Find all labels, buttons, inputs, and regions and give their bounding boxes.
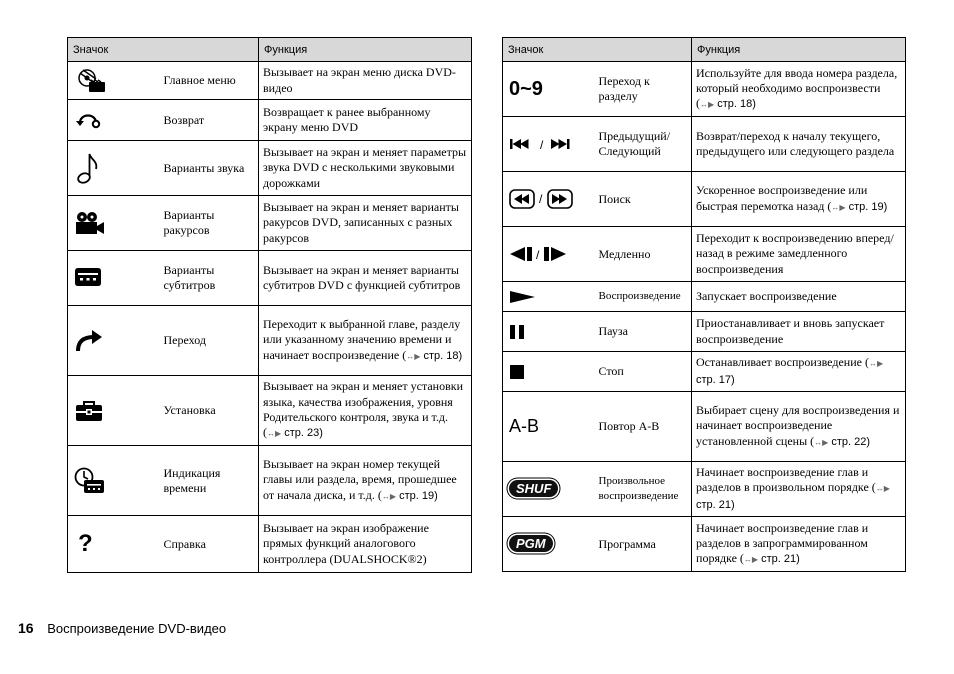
page-ref-arrow-icon: ↔▶ [831, 202, 846, 212]
row-name: Повтор А-В [593, 392, 692, 462]
table-row [503, 62, 906, 117]
table-row [503, 312, 906, 352]
row-function: Запускает воспроизведение [696, 288, 837, 303]
row-name: Пауза [593, 312, 692, 352]
table-row [503, 392, 906, 462]
row-name: Стоп [593, 352, 692, 392]
row-function: Вызывает на экран и меняет варианты субтитров DVD с функцией субтитров [263, 262, 461, 292]
table-row [68, 62, 472, 100]
table-row [503, 282, 906, 312]
row-name: Справка [158, 516, 259, 573]
row-name: Варианты звука [158, 141, 259, 196]
header-function: Функция [259, 38, 472, 62]
table-row [68, 141, 472, 196]
header-function: Функция [692, 38, 906, 62]
music-note-icon [74, 151, 102, 185]
prev-next-icon [509, 136, 577, 152]
page-ref-arrow-icon: ↔▶ [868, 359, 884, 369]
number-keys-icon: 0~9 [509, 77, 543, 100]
page-reference: стр. 21) [761, 553, 800, 566]
page-footer [18, 620, 226, 636]
svg-text:/: / [540, 138, 544, 153]
page-number: 16 [18, 620, 34, 636]
program-icon: PGM [509, 535, 553, 552]
table-row [503, 117, 906, 172]
page-reference: стр. 21) [696, 498, 735, 511]
row-name: Программа [593, 517, 692, 572]
row-function: Вызывает на экран и меняет варианты ракурсов DVD, записанных с разных ракурсов [263, 200, 459, 245]
pause-icon [509, 324, 527, 340]
row-name: Медленно [593, 227, 692, 282]
section-title: Воспроизведение DVD-видео [47, 621, 227, 636]
row-function: Выбирает сцену для воспроизведения и начинает воспроизведение установленной сцены ( [696, 403, 900, 448]
page-ref-arrow-icon: ↔▶ [381, 491, 396, 501]
page-reference: стр. 17) [696, 373, 735, 386]
camera-angle-icon [74, 210, 106, 236]
page-reference: стр. 22) [831, 435, 871, 448]
row-function: Вызывает на экран и меняет параметры звука DVD с несколькими звуковыми дорожками [263, 145, 467, 190]
search-icon [509, 189, 573, 209]
left-icon-table [67, 37, 472, 573]
row-function: Вызывает на экран изображение прямых функций аналогового контроллера (DUALSHOCK®2) [263, 521, 429, 566]
row-function: Начинает воспроизведение глав и разделов в запрограммированном порядке ( [696, 520, 869, 566]
table-row [68, 196, 472, 251]
toolbox-icon [74, 399, 104, 423]
main-menu-icon [74, 67, 108, 95]
row-name: Главное меню [158, 62, 259, 100]
help-icon: ? [78, 530, 93, 557]
row-name: Предыдущий/ Следующий [593, 117, 692, 172]
page-ref-arrow-icon: ↔▶ [814, 437, 829, 447]
row-name: Произвольное воспроизведение [593, 462, 692, 517]
table-header [68, 38, 472, 62]
row-function: Используйте для ввода номера раздела, который необходимо воспроизвести ( [696, 65, 898, 111]
goto-arrow-icon [74, 329, 104, 353]
table-row [503, 517, 906, 572]
table-row [503, 352, 906, 392]
page-reference: стр. 19) [399, 489, 438, 502]
row-function: Вызывает на экран номер текущей главы или раздела, время, прошедшее от начала диска, и т.д. ( [263, 457, 457, 502]
table-row [68, 306, 472, 376]
row-function: Приостанавливает и вновь запускает воспроизведение [696, 316, 885, 346]
page-ref-arrow-icon: ↔▶ [406, 351, 421, 361]
table-row [503, 462, 906, 517]
row-name: Переход [158, 306, 259, 376]
row-function: Вызывает на экран и меняет установки языка, качества изображения, уровня Родительского контроля, звука и т.д. ( [263, 379, 464, 440]
row-name: Поиск [593, 172, 692, 227]
table-header [503, 38, 906, 62]
table-row [503, 227, 906, 282]
play-icon [509, 290, 537, 304]
page-reference: стр. 18) [717, 98, 756, 111]
row-function: Возврат/переход к началу текущего, предыдущего или следующего раздела [696, 128, 895, 158]
row-function: Переходит к воспроизведению вперед/назад в режиме замедленного воспроизведения [696, 231, 894, 276]
stop-icon [509, 364, 525, 380]
table-row [68, 516, 472, 573]
header-icon: Значок [503, 38, 692, 62]
return-icon [74, 109, 104, 131]
row-name: Варианты ракурсов [158, 196, 259, 251]
subtitle-icon [74, 266, 102, 290]
repeat-ab-icon: A-B [509, 416, 540, 436]
row-function: Ускоренное воспроизведение или быстрая перемотка назад ( [696, 183, 868, 213]
page-ref-arrow-icon: ↔▶ [700, 100, 715, 110]
row-name: Возврат [158, 100, 259, 141]
shuffle-icon: SHUF [509, 480, 558, 497]
page-ref-arrow-icon: ↔▶ [743, 555, 759, 565]
row-function: Переходит к выбранной главе, разделу или указанному значению времени и начинает воспроизведение ( [263, 317, 461, 362]
svg-text:/: / [536, 248, 540, 263]
page-reference: стр. 23) [284, 427, 323, 440]
row-name: Воспроизведение [593, 282, 692, 312]
svg-text:/: / [539, 192, 543, 206]
row-name: Варианты субтитров [158, 251, 259, 306]
page-reference: стр. 18) [423, 349, 463, 362]
table-row [68, 376, 472, 446]
row-function: Начинает воспроизведение глав и разделов в произвольном порядке ( [696, 465, 876, 495]
table-row [68, 100, 472, 141]
table-row [503, 172, 906, 227]
table-row [68, 446, 472, 516]
page-reference: стр. 19) [848, 200, 888, 213]
slow-motion-icon [509, 245, 573, 263]
header-icon: Значок [68, 38, 259, 62]
table-row [68, 251, 472, 306]
right-icon-table [502, 37, 906, 572]
row-function: Вызывает на экран меню диска DVD-видео [263, 65, 456, 95]
page-ref-arrow-icon: ↔▶ [875, 484, 890, 494]
row-name: Индикация времени [158, 446, 259, 516]
row-function: Возвращает к ранее выбранному экрану меню DVD [263, 104, 431, 134]
row-name: Установка [158, 376, 259, 446]
page-ref-arrow-icon: ↔▶ [267, 429, 282, 439]
row-function: Останавливает воспроизведение ( [696, 355, 869, 370]
time-display-icon [74, 467, 106, 495]
row-name: Переход к разделу [593, 62, 692, 117]
